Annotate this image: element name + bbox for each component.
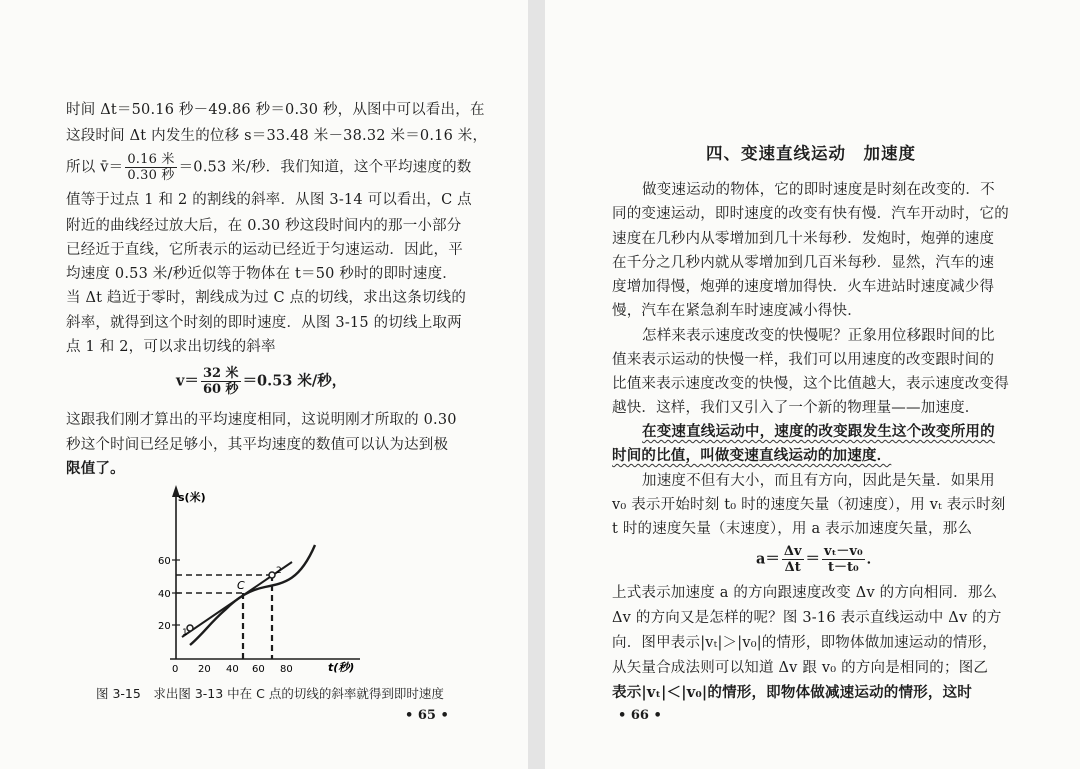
left-line-1: 时间 Δt＝50.16 秒－49.86 秒＝0.30 秒，从图中可以看出，在	[66, 102, 485, 118]
right-p5-line-4: 从矢量合成法则可以知道 Δv 跟 v₀ 的方向是相同的；图乙	[612, 660, 989, 676]
formula-numerator: 32 米	[202, 366, 239, 381]
definition-line-1: 在变速直线运动中，速度的改变跟发生这个改变所用的	[642, 423, 995, 440]
right-p5-line-3: 向．图甲表示|vₜ|＞|v₀|的情形，即物体做加速运动的情形，	[612, 635, 998, 651]
figure-3-15-graph	[150, 485, 380, 680]
left-line-11: 秒这个时间已经足够小，其平均速度的数值可以认为达到极	[66, 437, 449, 453]
frac-line-prefix: 所以 v̄＝	[66, 159, 124, 176]
page-number-66: • 66 •	[618, 708, 662, 723]
left-line-8: 斜率，就得到这个时刻的即时速度．从图 3-15 的切线上取两	[66, 315, 462, 331]
right-p1-line-3: 速度在几秒内从零增加到几十米每秒．发炮时，炮弹的速度	[612, 231, 995, 247]
formula-den-1: Δt	[784, 560, 801, 575]
fraction	[125, 152, 176, 183]
x-tick-80: 80	[280, 664, 293, 675]
x-tick-40: 40	[226, 664, 239, 675]
x-axis-label: t(秒)	[328, 661, 355, 674]
formula-fraction-2	[822, 544, 865, 575]
right-p1-line-5: 度增加得慢，炮弹的速度增加得快．火车进站时速度减少得	[612, 279, 995, 295]
formula-fraction	[201, 366, 241, 397]
left-line-7: 当 Δt 趋近于零时，割线成为过 C 点的切线，求出这条切线的	[66, 290, 467, 306]
point-c-label: C	[237, 579, 245, 592]
right-p2-line-2: 值来表示运动的快慢一样，我们可以用速度的改变跟时间的	[612, 352, 995, 368]
formula-eq: ＝	[805, 550, 821, 568]
point-2-label: 2	[276, 566, 282, 576]
right-p5-line-2: Δv 的方向又是怎样的呢？图 3-16 表示直线运动中 Δv 的方	[612, 610, 1002, 626]
formula-den-2: t－t₀	[828, 560, 859, 575]
left-line-4: 附近的曲线经过放大后，在 0.30 秒这段时间内的那一小部分	[66, 218, 462, 234]
right-p5-line-5: 表示|vₜ|＜|v₀|的情形，即物体做减速运动的情形，这时	[612, 684, 972, 701]
left-line-5: 已经近于直线，它所表示的运动已经近于匀速运动．因此，平	[66, 242, 463, 258]
right-p2-line-3: 比值来表示速度改变的快慢，这个比值越大，表示速度改变得	[612, 376, 1009, 392]
figure-caption: 图 3-15 求出图 3-13 中在 C 点的切线的斜率就得到即时速度	[96, 686, 444, 701]
right-p2-line-4: 越快．这样，我们又引入了一个新的物理量——加速度．	[612, 400, 980, 416]
x-tick-60: 60	[252, 664, 265, 675]
displacement-curve	[190, 545, 315, 645]
right-p1-line-1: 做变速运动的物体，它的即时速度是时刻在改变的．不	[642, 182, 995, 198]
formula-end: ．	[866, 550, 882, 568]
left-line-12: 限值了。	[66, 460, 125, 477]
y-tick-20: 20	[158, 621, 171, 632]
acceleration-formula	[756, 544, 881, 575]
page-number-65: • 65 •	[405, 708, 449, 723]
y-axis-label: s(米)	[178, 491, 206, 504]
x-tick-0: 0	[172, 664, 179, 675]
frac-line-suffix: ＝0.53 米/秒．我们知道，这个平均速度的数	[178, 159, 472, 176]
left-formula	[176, 366, 346, 397]
formula-lhs: a＝	[756, 550, 780, 568]
definition-line-2: 时间的比值，叫做变速直线运动的加速度．	[612, 447, 892, 464]
right-p1-line-6: 慢，汽车在紧急刹车时速度减小得快．	[612, 303, 862, 319]
point-1-marker	[187, 625, 193, 631]
right-p4-line-1: 加速度不但有大小，而且有方向，因此是矢量．如果用	[642, 473, 995, 489]
formula-prefix: v＝	[176, 372, 199, 390]
x-tick-20: 20	[198, 664, 211, 675]
formula-denominator: 60 秒	[202, 382, 239, 397]
formula-fraction-1	[782, 544, 804, 575]
left-line-9: 点 1 和 2，可以求出切线的斜率	[66, 339, 276, 355]
left-line-3: 值等于过点 1 和 2 的割线的斜率．从图 3-14 可以看出，C 点	[66, 192, 472, 208]
book-gutter	[528, 0, 545, 769]
right-p4-line-2: v₀ 表示开始时刻 t₀ 时的速度矢量（初速度），用 vₜ 表示时刻	[612, 497, 1006, 513]
fraction-numerator: 0.16 米	[127, 152, 175, 167]
right-p1-line-4: 在千分之几秒内就从零增加到几百米每秒．显然，汽车的速	[612, 255, 995, 271]
right-p5-line-1: 上式表示加速度 a 的方向跟速度改变 Δv 的方向相同．那么	[612, 585, 998, 601]
point-1-label: 1	[182, 628, 188, 638]
left-line-10: 这跟我们刚才算出的平均速度相同，这说明刚才所取的 0.30	[66, 412, 457, 428]
right-p2-line-1: 怎样来表示速度改变的快慢呢？正象用位移跟时间的比	[642, 328, 995, 344]
left-line-6: 均速度 0.53 米/秒近似等于物体在 t＝50 秒时的即时速度．	[66, 266, 457, 282]
formula-num-1: Δv	[783, 544, 802, 559]
point-2-marker	[269, 572, 275, 578]
right-p4-line-3: t 时的速度矢量（末速度），用 a 表示加速度矢量，那么	[612, 521, 973, 537]
right-p1-line-2: 同的变速运动，即时速度的改变有快有慢．汽车开动时，它的	[612, 206, 1009, 222]
y-tick-40: 40	[158, 589, 171, 600]
section-title: 四、变速直线运动 加速度	[706, 144, 916, 163]
fraction-denominator: 0.30 秒	[127, 168, 175, 183]
formula-suffix: ＝0.53 米/秒，	[242, 372, 347, 390]
formula-num-2: vₜ－v₀	[824, 544, 863, 559]
y-tick-60: 60	[158, 556, 171, 567]
left-line-2: 这段时间 Δt 内发生的位移 s＝33.48 米－38.32 米＝0.16 米，	[66, 128, 488, 144]
left-fraction-line	[66, 152, 471, 183]
